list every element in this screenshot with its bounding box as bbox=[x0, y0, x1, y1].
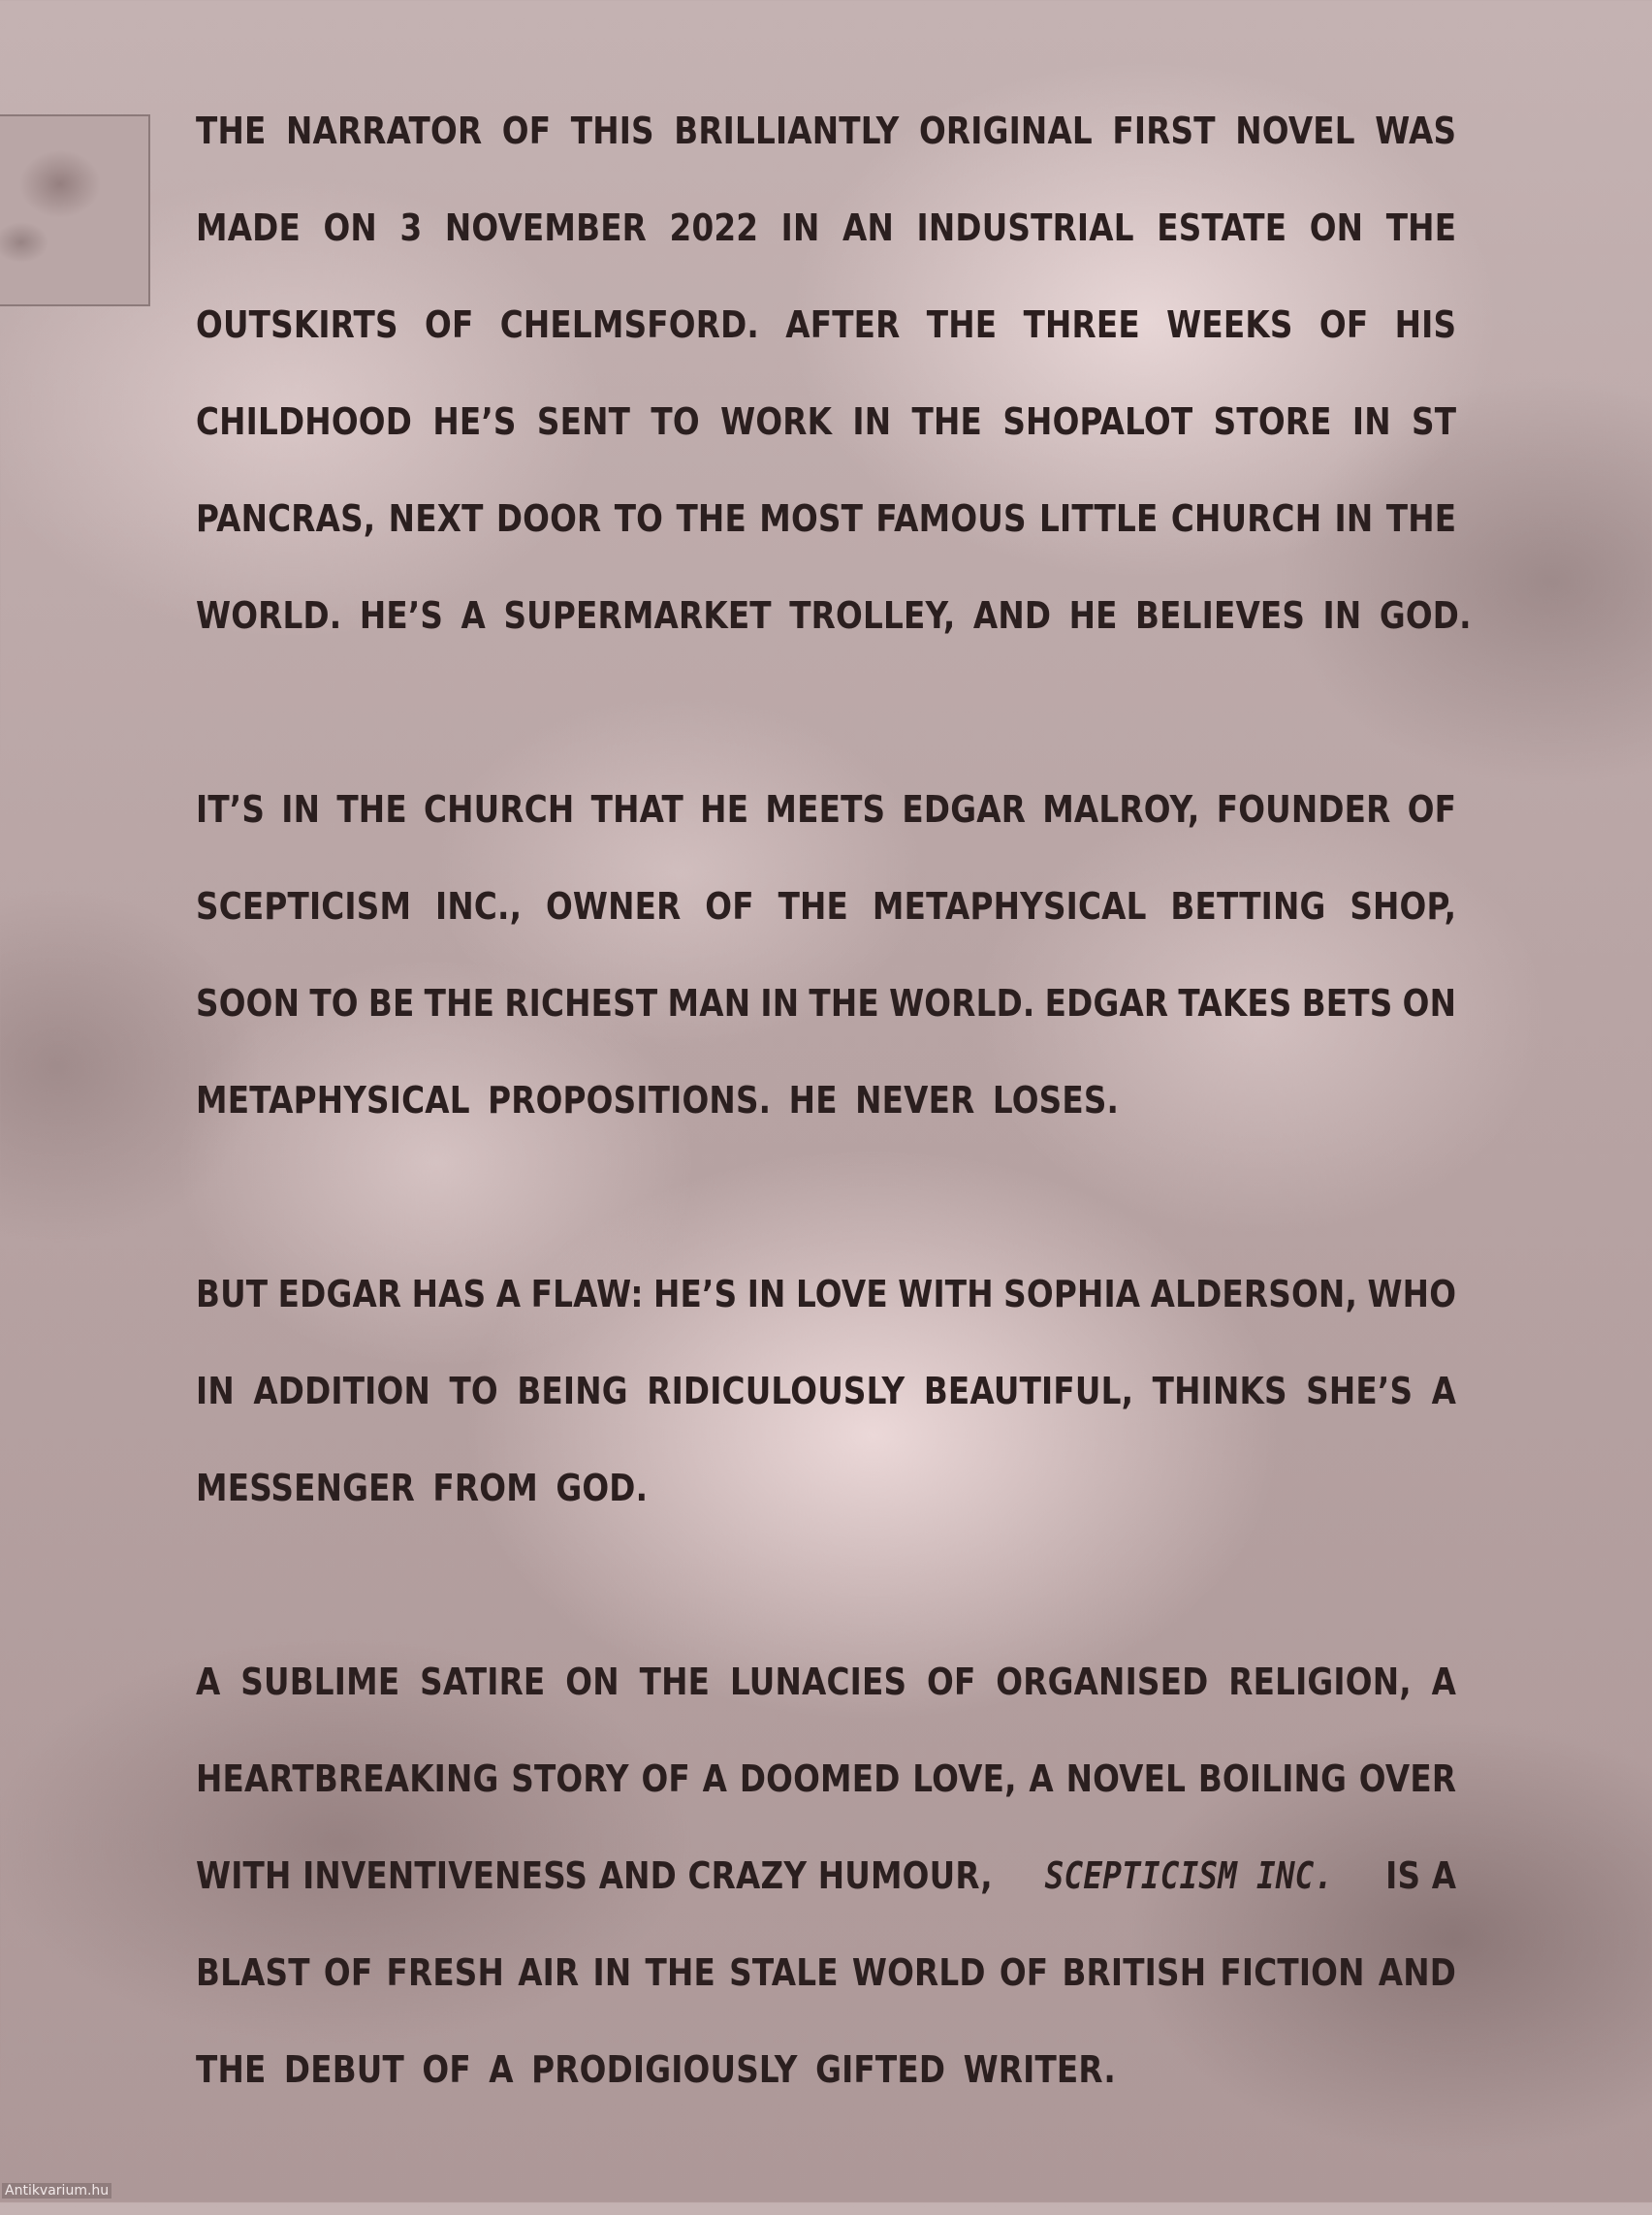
word: METAPHYSICAL bbox=[872, 885, 1147, 928]
word: THIS bbox=[570, 110, 654, 152]
word: A bbox=[196, 1661, 221, 1703]
word: NARRATOR bbox=[285, 110, 483, 152]
word: RICHEST bbox=[504, 982, 658, 1025]
word: A bbox=[1029, 1757, 1054, 1800]
word: THE bbox=[1385, 206, 1457, 249]
word: LITTLE bbox=[1039, 497, 1159, 540]
text-segment: IS A bbox=[1385, 1854, 1457, 1897]
word: 2022 bbox=[669, 206, 759, 249]
word: BOILING bbox=[1197, 1757, 1348, 1800]
word: SCEPTICISM bbox=[196, 885, 412, 928]
word: FOUNDER bbox=[1216, 788, 1391, 831]
word: PANCRAS, bbox=[196, 497, 376, 540]
word: HAS bbox=[411, 1273, 487, 1315]
word: BE bbox=[367, 982, 415, 1025]
word: IN bbox=[1334, 497, 1374, 540]
word: HE’S bbox=[432, 400, 517, 443]
word: STORE bbox=[1213, 400, 1332, 443]
word: OF bbox=[323, 1951, 373, 1994]
word: TO bbox=[449, 1370, 498, 1412]
text-line bbox=[196, 373, 1456, 470]
word: OF bbox=[999, 1951, 1049, 1994]
text-line bbox=[196, 470, 1456, 567]
text-line bbox=[196, 1730, 1456, 1827]
paragraph-1 bbox=[196, 82, 1472, 664]
word: OF bbox=[1318, 303, 1369, 346]
word: THREE bbox=[1023, 303, 1140, 346]
word: HE bbox=[700, 788, 749, 831]
word: MADE bbox=[196, 206, 301, 249]
word: MALROY, bbox=[1042, 788, 1200, 831]
text-line bbox=[196, 955, 1456, 1052]
watermark: Antikvarium.hu bbox=[2, 2183, 111, 2199]
word: A bbox=[702, 1757, 728, 1800]
book-title: SCEPTICISM INC. bbox=[1044, 1854, 1334, 1897]
paragraph-4 bbox=[196, 1633, 1456, 2118]
word: NOVEL bbox=[1235, 110, 1355, 152]
word: THE bbox=[196, 110, 267, 152]
word: HIS bbox=[1394, 303, 1457, 346]
word: LOVE, bbox=[912, 1757, 1017, 1800]
text-line: WORLD. HE’S A SUPERMARKET TROLLEY, AND HE BELIEVES IN GOD. bbox=[196, 594, 1472, 637]
text-line-with-title bbox=[196, 1827, 1456, 1924]
word: ON bbox=[1402, 982, 1457, 1025]
word: CHILDHOOD bbox=[196, 400, 413, 443]
word: SHE’S bbox=[1306, 1370, 1414, 1412]
word: A bbox=[495, 1273, 522, 1315]
word: IN bbox=[196, 1370, 235, 1412]
word: WEEKS bbox=[1166, 303, 1293, 346]
word: THAT bbox=[590, 788, 683, 831]
blurb-text bbox=[196, 82, 1472, 2215]
word: IT’S bbox=[196, 788, 266, 831]
word: OF bbox=[927, 1661, 976, 1703]
word: THE bbox=[778, 885, 849, 928]
word: SOON bbox=[196, 982, 301, 1025]
word: SUBLIME bbox=[240, 1661, 400, 1703]
word: OVER bbox=[1358, 1757, 1457, 1800]
word: FAMOUS bbox=[875, 497, 1027, 540]
word: THE bbox=[926, 303, 998, 346]
word: 3 bbox=[399, 206, 423, 249]
word: EDGAR bbox=[277, 1273, 402, 1315]
word: IN bbox=[1351, 400, 1391, 443]
word: OF bbox=[705, 885, 754, 928]
word: ORIGINAL bbox=[918, 110, 1093, 152]
word: MAN bbox=[667, 982, 751, 1025]
word: TO bbox=[614, 497, 664, 540]
word: OF bbox=[1407, 788, 1457, 831]
word: ON bbox=[1309, 206, 1364, 249]
word: TAKES bbox=[1178, 982, 1292, 1025]
word: OUTSKIRTS bbox=[196, 303, 398, 346]
word: CHURCH bbox=[1170, 497, 1322, 540]
word: SENT bbox=[536, 400, 631, 443]
word: NOVEMBER bbox=[444, 206, 648, 249]
word: DOOMED bbox=[739, 1757, 901, 1800]
word: IN bbox=[852, 400, 892, 443]
text-line bbox=[196, 82, 1456, 179]
word: WORK bbox=[720, 400, 833, 443]
word: BEAUTIFUL, bbox=[923, 1370, 1134, 1412]
word: FRESH bbox=[386, 1951, 505, 1994]
word: THE bbox=[424, 982, 495, 1025]
text-line bbox=[196, 1924, 1456, 2021]
text-line bbox=[196, 179, 1456, 276]
word: THINKS bbox=[1152, 1370, 1287, 1412]
word: BETS bbox=[1301, 982, 1393, 1025]
word: LOVE bbox=[795, 1273, 888, 1315]
word: AND bbox=[1378, 1951, 1457, 1994]
text-line: THE DEBUT OF A PRODIGIOUSLY GIFTED WRITER. bbox=[196, 2048, 1116, 2091]
author-photo-thumbnail bbox=[0, 114, 150, 306]
word: DOOR bbox=[495, 497, 602, 540]
word: HE’S bbox=[652, 1273, 738, 1315]
word: EDGAR bbox=[1044, 982, 1169, 1025]
text-line bbox=[196, 276, 1456, 373]
word: WORLD bbox=[851, 1951, 986, 1994]
word: RELIGION, bbox=[1228, 1661, 1412, 1703]
word: BUT bbox=[196, 1273, 269, 1315]
word: SATIRE bbox=[420, 1661, 546, 1703]
word: IN bbox=[780, 206, 820, 249]
word: AIR bbox=[518, 1951, 580, 1994]
paragraph-2 bbox=[196, 761, 1456, 1149]
word: ON bbox=[565, 1661, 620, 1703]
word: SOPHIA bbox=[1003, 1273, 1141, 1315]
word: OF bbox=[424, 303, 474, 346]
word: A bbox=[1431, 1370, 1457, 1412]
word: OWNER bbox=[545, 885, 682, 928]
word: ORGANISED bbox=[996, 1661, 1209, 1703]
text-line bbox=[196, 1633, 1456, 1730]
word: STALE bbox=[729, 1951, 839, 1994]
word: FLAW: bbox=[530, 1273, 644, 1315]
text-line bbox=[196, 858, 1456, 955]
word: THE bbox=[911, 400, 983, 443]
word: AFTER bbox=[785, 303, 901, 346]
word: CHELMSFORD. bbox=[499, 303, 759, 346]
word: ON bbox=[323, 206, 377, 249]
text-line: METAPHYSICAL PROPOSITIONS. HE NEVER LOSES. bbox=[196, 1079, 1120, 1122]
word: IN bbox=[747, 1273, 786, 1315]
text-line bbox=[196, 1246, 1456, 1343]
word: BETTING bbox=[1170, 885, 1326, 928]
word: INC., bbox=[434, 885, 523, 928]
word: AN bbox=[842, 206, 895, 249]
word: A bbox=[1431, 1661, 1457, 1703]
word: IN bbox=[281, 788, 321, 831]
word: NOVEL bbox=[1065, 1757, 1187, 1800]
word: OF bbox=[641, 1757, 690, 1800]
paragraph-3 bbox=[196, 1246, 1456, 1536]
word: TO bbox=[651, 400, 700, 443]
text-line bbox=[196, 761, 1456, 858]
word: FICTION bbox=[1220, 1951, 1365, 1994]
word: FIRST bbox=[1112, 110, 1216, 152]
word: ST bbox=[1412, 400, 1457, 443]
word: IN bbox=[592, 1951, 632, 1994]
word: TO bbox=[309, 982, 359, 1025]
word: MEETS bbox=[765, 788, 886, 831]
word: WORLD. bbox=[889, 982, 1035, 1025]
word: ADDITION bbox=[253, 1370, 430, 1412]
word: ALDERSON, bbox=[1150, 1273, 1358, 1315]
word: BLAST bbox=[196, 1951, 310, 1994]
word: INDUSTRIAL bbox=[916, 206, 1134, 249]
word: THE bbox=[639, 1661, 711, 1703]
word: BRITISH bbox=[1062, 1951, 1207, 1994]
word: IN bbox=[760, 982, 800, 1025]
word: NEXT bbox=[388, 497, 484, 540]
word: WHO bbox=[1367, 1273, 1457, 1315]
word: BRILLIANTLY bbox=[674, 110, 900, 152]
word: LUNACIES bbox=[729, 1661, 907, 1703]
word: WAS bbox=[1375, 110, 1457, 152]
word: ESTATE bbox=[1157, 206, 1287, 249]
word: WITH bbox=[898, 1273, 994, 1315]
word: RIDICULOUSLY bbox=[647, 1370, 905, 1412]
word: BEING bbox=[517, 1370, 628, 1412]
text-segment: WITH INVENTIVENESS AND CRAZY HUMOUR, bbox=[196, 1854, 993, 1897]
word: OF bbox=[501, 110, 552, 152]
word: STORY bbox=[511, 1757, 629, 1800]
text-line: MESSENGER FROM GOD. bbox=[196, 1467, 649, 1509]
word: THE bbox=[336, 788, 407, 831]
word: THE bbox=[809, 982, 879, 1025]
word: HEARTBREAKING bbox=[196, 1757, 499, 1800]
word: CHURCH bbox=[424, 788, 575, 831]
text-line bbox=[196, 1343, 1456, 1440]
word: THE bbox=[1385, 497, 1457, 540]
word: THE bbox=[645, 1951, 715, 1994]
word: EDGAR bbox=[902, 788, 1027, 831]
word: MOST bbox=[759, 497, 864, 540]
word: SHOPALOT bbox=[1002, 400, 1193, 443]
word: THE bbox=[676, 497, 747, 540]
word: SHOP, bbox=[1350, 885, 1457, 928]
